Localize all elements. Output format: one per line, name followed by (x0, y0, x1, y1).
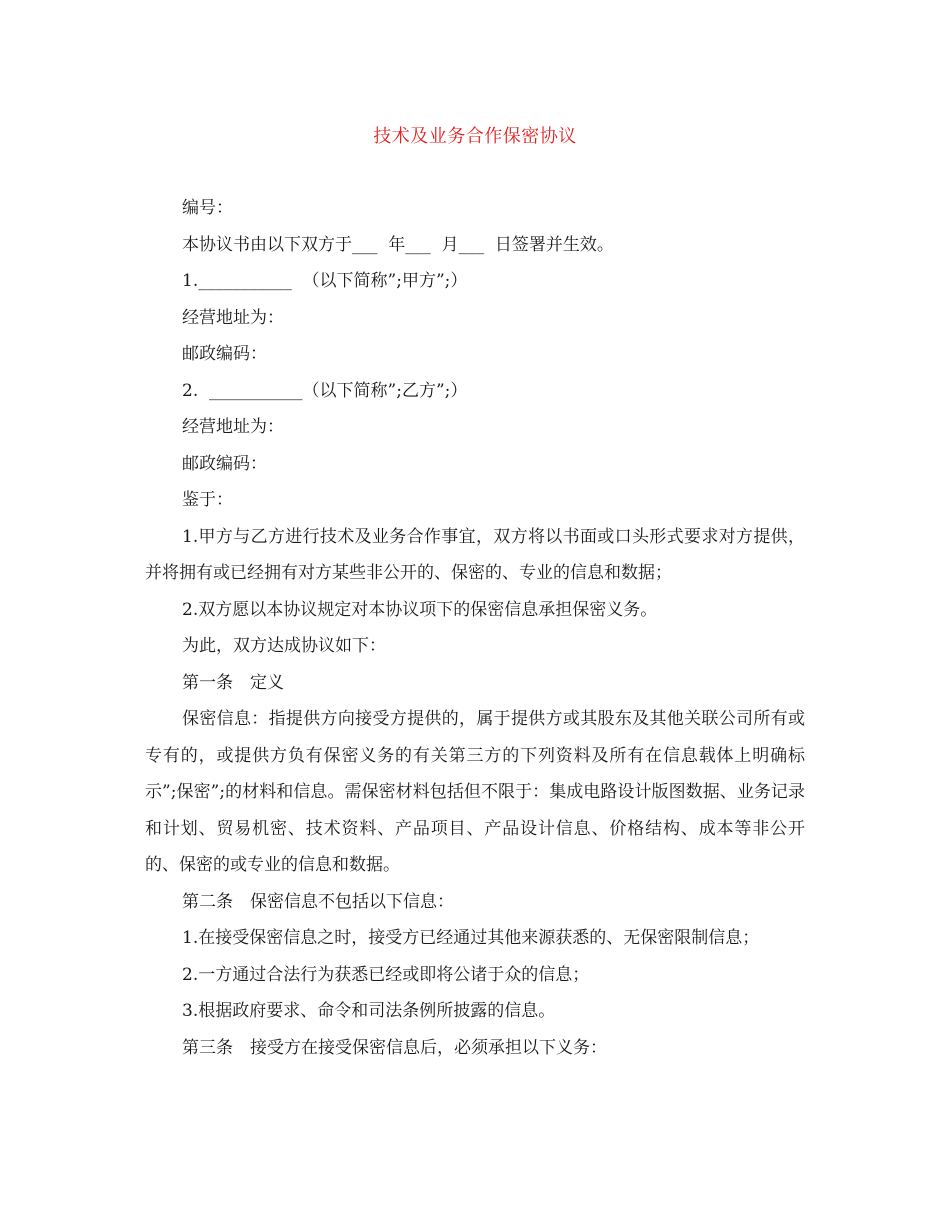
whereas-heading: 鉴于： (182, 490, 233, 510)
agreement-intro: 为此，双方达成协议如下： (182, 636, 386, 656)
contract-number-line: 编号： (182, 198, 233, 218)
article-2-item-3: 3.根据政府要求、命令和司法条例所披露的信息。 (182, 1001, 556, 1021)
article-2-item-2: 2.一方通过合法行为获悉已经或即将公诸于众的信息； (182, 964, 590, 985)
party-b-line: 2. ___________（以下简称”;乙方”;） (182, 380, 468, 401)
party-b-address-line: 经营地址为： (182, 417, 284, 437)
document-body (145, 190, 805, 1066)
party-a-address-line: 经营地址为： (182, 307, 284, 328)
whereas-clause-1: 1.甲方与乙方进行技术及业务合作事宜，双方将以书面或口头形式要求对方提供，并将拥有或已经拥有对方某些非公开的、保密的、专业的信息和数据； (145, 526, 805, 583)
party-b-postcode-line: 邮政编码： (182, 453, 267, 474)
document-title: 技术及业务合作保密协议 (373, 126, 577, 147)
article-1-heading: 第一条 定义 (182, 672, 284, 693)
article-3-heading: 第三条 接受方在接受保密信息后，必须承担以下义务： (182, 1037, 607, 1058)
article-2-heading: 第二条 保密信息不包括以下信息： (182, 891, 454, 912)
party-a-postcode-line: 邮政编码： (182, 344, 267, 364)
article-2-item-1: 1.在接受保密信息之时，接受方已经通过其他来源获悉的、无保密限制信息； (182, 928, 760, 948)
article-1-definition: 保密信息：指提供方向接受方提供的，属于提供方或其股东及其他关联公司所有或专有的，或提供方负有保密义务的有关第三方的下列资料及所有在信息载体上明确标示”;保密”;的材料和信息。需保密材料包括但不限于：集成电路设计版图数据、业务记录和计划、贸易机密、技术资料、产品项目、产品设计信息、价格结构、成本等非公开的、保密的或专业的信息和数据。 (145, 709, 805, 875)
signing-date-line: 本协议书由以下双方于___ 年___ 月___ 日签署并生效。 (182, 234, 614, 255)
whereas-clause-2: 2.双方愿以本协议规定对本协议项下的保密信息承担保密义务。 (182, 599, 658, 620)
party-a-line: 1.___________ （以下简称”;甲方”;） (182, 271, 468, 291)
